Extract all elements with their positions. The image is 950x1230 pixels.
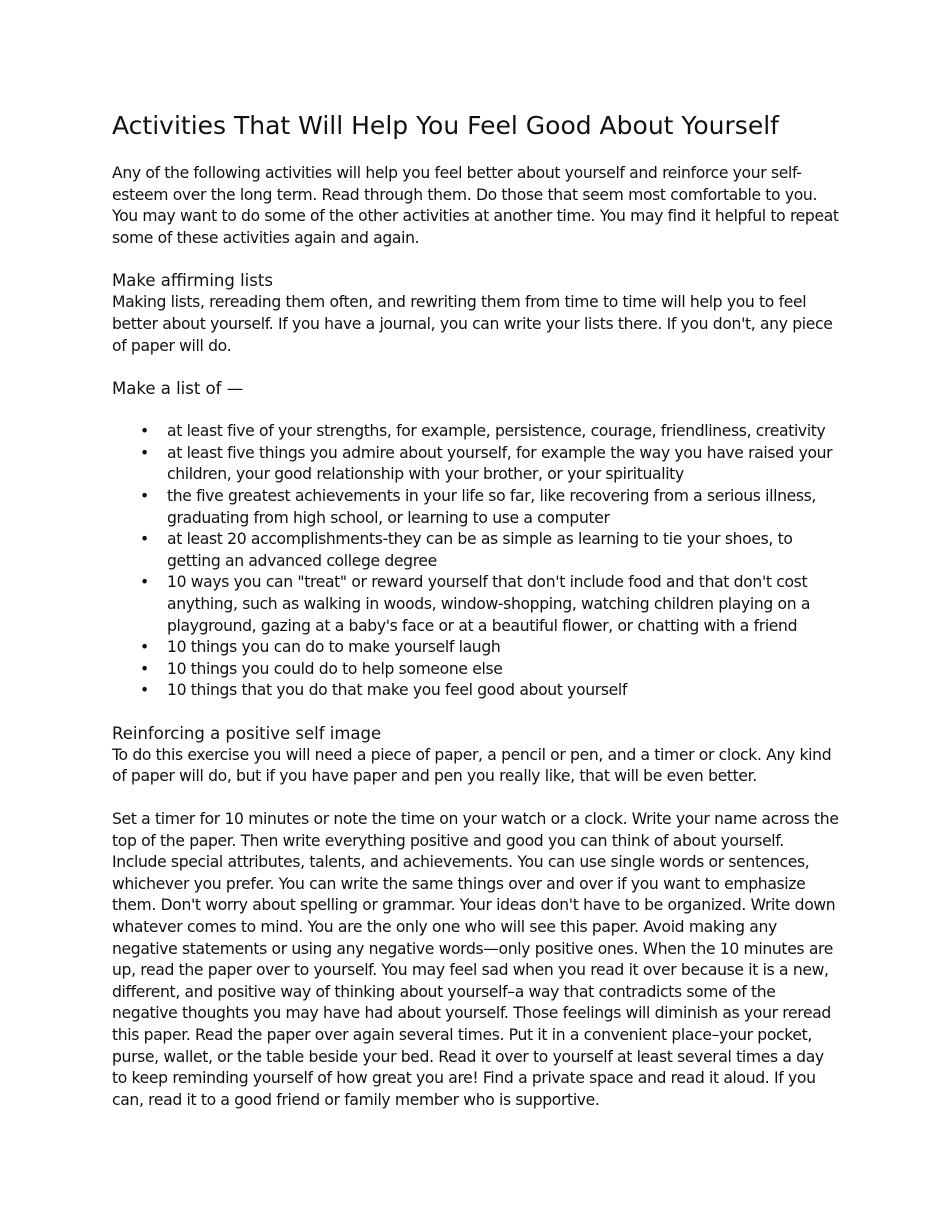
list-item-text: 10 things you can do to make yourself laugh (167, 638, 501, 657)
list-item-text: 10 things that you do that make you feel good about yourself (167, 681, 627, 700)
section-body-instructions: Set a timer for 10 minutes or note the time on your watch or a clock. Write your name across the top of the paper. Then write everything positive and good you can think of about yourself. Include special attributes, talents, and achievements. You can use single words or sentences, whichever you prefer. You can write the same things over and over if you want to emphasize them. Don't worry about spelling or grammar. Your ideas don't have to be organized. Write down whatever comes to mind. You are the only one who will see this paper. Avoid making any negative statements or using any negative words—only positive ones. When the 10 minutes are up, read the paper over to yourself. You may feel sad when you read it over because it is a new, different, and positive way of thinking about yourself–a way that contradicts some of the negative thoughts you may have had about yourself. Those feelings will diminish as your reread this paper. Read the paper over again several times. Put it in a convenient place–your pocket, purse, wallet, or the table beside your bed. Read it over to yourself at least several times a day to keep reminding yourself of how great you are! Find a private space and read it aloud. If you can, read it to a good friend or family member who is supportive. (112, 810, 839, 1109)
list-item (112, 421, 840, 443)
list-item (112, 637, 840, 659)
list-item-text: at least five things you admire about yourself, for example the way you have raised your children, your good relationship with your brother, or your spirituality (167, 443, 833, 484)
bullet-icon: • (140, 659, 149, 678)
list-item (112, 680, 840, 702)
section-body-affirming-lists: Making lists, rereading them often, and rewriting them from time to time will help you to feel better about yourself. If you have a journal, you can write your lists there. If you don't, any piece of paper will do. (112, 293, 833, 355)
section-positive-self-image (112, 723, 840, 1112)
bullet-icon: • (140, 638, 149, 657)
bullet-icon: • (140, 443, 149, 462)
list-item-text: at least 20 accomplishments-they can be as simple as learning to tie your shoes, to getting an advanced college degree (167, 530, 793, 570)
section-heading-affirming-lists: Make affirming lists (112, 271, 273, 291)
bullet-icon: • (140, 573, 149, 592)
list-item (112, 572, 840, 637)
bullet-icon: • (140, 422, 149, 441)
list-item (112, 443, 840, 486)
list-item-text: at least five of your strengths, for example, persistence, courage, friendliness, creativity (167, 422, 826, 441)
bullet-icon: • (140, 530, 149, 549)
list-item (112, 529, 840, 572)
intro-paragraph: Any of the following activities will help you feel better about yourself and reinforce your self-esteem over the long term. Read through them. Do those that seem most comfortable to you. You may want to do some of the other activities at another time. You may find it helpful to repeat some of these activities again and again. (112, 164, 839, 247)
section-affirming-lists (112, 270, 840, 702)
bullet-icon: • (140, 486, 149, 505)
list-lead: Make a list of — (112, 379, 244, 399)
document-title: Activities That Will Help You Feel Good About Yourself (112, 111, 779, 140)
section-heading-positive-self-image: Reinforcing a positive self image (112, 723, 382, 743)
affirming-list (112, 421, 840, 702)
list-item (112, 659, 840, 681)
section-body-materials: To do this exercise you will need a piece of paper, a pencil or pen, and a timer or clock. Any kind of paper will do, but if you have paper and pen you really like, that will be even better. (112, 745, 832, 786)
list-item-text: 10 things you could do to help someone else (167, 659, 503, 678)
list-item-text: 10 ways you can "treat" or reward yourself that don't include food and that don't cost anything, such as walking in woods, window-shopping, watching children playing on a playground, gazing at a baby's face or at a beautiful flower, or chatting with a friend (167, 573, 811, 635)
bullet-icon: • (140, 681, 149, 700)
list-item (112, 486, 840, 529)
list-item-text: the five greatest achievements in your life so far, like recovering from a serious illness, graduating from high school, or learning to use a computer (167, 486, 817, 527)
